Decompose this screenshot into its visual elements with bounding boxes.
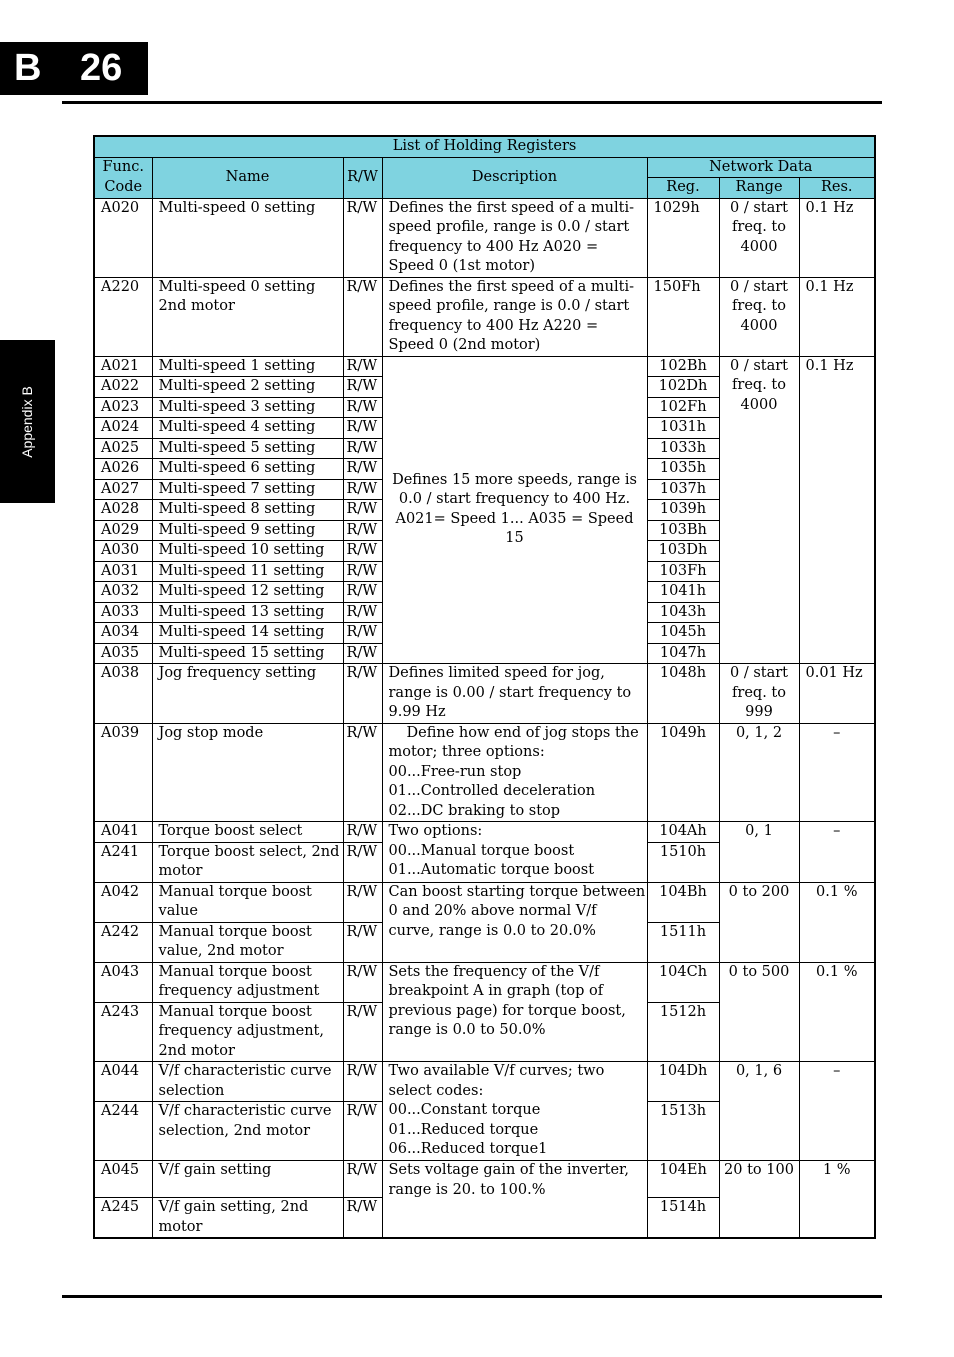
register-name: Multi-speed 14 setting [152, 623, 343, 644]
register-address: 1033h [647, 438, 719, 459]
table-row [94, 664, 875, 724]
rw-access: R/W [343, 459, 382, 480]
register-address: 104Eh [647, 1161, 719, 1198]
func-code: A030 [94, 541, 152, 562]
range: 0 to 200 [719, 882, 799, 962]
register-address: 103Bh [647, 520, 719, 541]
func-code: A031 [94, 561, 152, 582]
description-intro: Two options: [388, 823, 483, 839]
rw-access: R/W [343, 277, 382, 356]
resolution: 0.1 Hz [799, 356, 875, 664]
register-name: V/f gain setting, 2nd motor [152, 1198, 343, 1239]
description: Defines limited speed for jog, range is 0.00 / start frequency to 9.99 Hz [382, 664, 647, 724]
register-address: 1035h [647, 459, 719, 480]
rw-access: R/W [343, 602, 382, 623]
range: 0 to 500 [719, 962, 799, 1062]
resolution: – [799, 822, 875, 883]
func-code: A244 [94, 1102, 152, 1161]
resolution: 0.01 Hz [799, 664, 875, 724]
range: 20 to 100 [719, 1161, 799, 1239]
register-address: 1047h [647, 643, 719, 664]
rw-access: R/W [343, 1161, 382, 1198]
rw-access: R/W [343, 664, 382, 724]
rw-access: R/W [343, 1062, 382, 1102]
description [382, 1062, 647, 1161]
header-func-code: Func. Code [94, 157, 152, 198]
register-name: Multi-speed 2 setting [152, 377, 343, 398]
func-code: A020 [94, 198, 152, 277]
func-code: A033 [94, 602, 152, 623]
func-code: A021 [94, 356, 152, 377]
register-address: 102Bh [647, 356, 719, 377]
rw-access: R/W [343, 1002, 382, 1062]
func-code: A042 [94, 882, 152, 922]
func-code: A025 [94, 438, 152, 459]
register-name: Manual torque boost value, 2nd motor [152, 922, 343, 962]
rw-access: R/W [343, 520, 382, 541]
range: 0 / start freq. to 4000 [719, 198, 799, 277]
register-name: Multi-speed 5 setting [152, 438, 343, 459]
rw-access: R/W [343, 356, 382, 377]
appendix-label: Appendix B [19, 386, 35, 458]
header-network-data: Network Data [647, 157, 875, 178]
register-name: Manual torque boost value [152, 882, 343, 922]
range: 0, 1 [719, 822, 799, 883]
register-name: Multi-speed 15 setting [152, 643, 343, 664]
register-address: 150Fh [647, 277, 719, 356]
header-res: Res. [799, 178, 875, 199]
register-name: Jog frequency setting [152, 664, 343, 724]
description-intro: Define how end of jog stops the motor; three options: [388, 724, 639, 760]
register-address: 102Fh [647, 397, 719, 418]
register-address: 1045h [647, 623, 719, 644]
option-line: 01...Reduced torque [388, 1121, 539, 1138]
rw-access: R/W [343, 438, 382, 459]
register-address: 1043h [647, 602, 719, 623]
rw-access: R/W [343, 723, 382, 822]
description-intro: Two available V/f curves; two select codes: [388, 1063, 605, 1099]
table-row [94, 882, 875, 922]
header-range: Range [719, 178, 799, 199]
register-name: Multi-speed 6 setting [152, 459, 343, 480]
rw-access: R/W [343, 541, 382, 562]
register-name: Jog stop mode [152, 723, 343, 822]
func-code: A032 [94, 582, 152, 603]
func-code: A035 [94, 643, 152, 664]
func-code: A044 [94, 1062, 152, 1102]
header-reg: Reg. [647, 178, 719, 199]
register-address: 102Dh [647, 377, 719, 398]
range: 0, 1, 2 [719, 723, 799, 822]
register-address: 1512h [647, 1002, 719, 1062]
page-number: 26 [80, 47, 123, 89]
header-description: Description [382, 157, 647, 198]
section-letter: B [14, 47, 42, 89]
func-code: A026 [94, 459, 152, 480]
register-address: 104Ch [647, 962, 719, 1002]
register-name: Multi-speed 11 setting [152, 561, 343, 582]
register-address: 1029h [647, 198, 719, 277]
resolution: 0.1 % [799, 962, 875, 1062]
option-line: 01...Controlled deceleration [388, 783, 596, 799]
func-code: A028 [94, 500, 152, 521]
register-name: Multi-speed 0 setting [152, 198, 343, 277]
register-address: 103Dh [647, 541, 719, 562]
func-code: A029 [94, 520, 152, 541]
func-code: A241 [94, 842, 152, 882]
register-address: 104Ah [647, 822, 719, 843]
register-address: 1513h [647, 1102, 719, 1161]
rw-access: R/W [343, 623, 382, 644]
register-name: V/f characteristic curve selection, 2nd motor [152, 1102, 343, 1161]
range: 0, 1, 6 [719, 1062, 799, 1161]
rw-access: R/W [343, 377, 382, 398]
register-address: 1514h [647, 1198, 719, 1239]
rw-access: R/W [343, 1102, 382, 1161]
option-line: 00...Constant torque [388, 1102, 541, 1118]
table-row [94, 198, 875, 277]
description: Can boost starting torque between 0 and 20% above normal V/f curve, range is 0.0 to 20.0% [382, 882, 647, 962]
register-name: V/f gain setting [152, 1161, 343, 1198]
register-address: 1048h [647, 664, 719, 724]
func-code: A038 [94, 664, 152, 724]
register-address: 104Bh [647, 882, 719, 922]
func-code: A220 [94, 277, 152, 356]
func-code: A034 [94, 623, 152, 644]
register-name: V/f characteristic curve selection [152, 1062, 343, 1102]
option-line: 02...DC braking to stop [388, 802, 561, 819]
rw-access: R/W [343, 962, 382, 1002]
func-code: A045 [94, 1161, 152, 1198]
footer-rule [62, 1295, 882, 1298]
func-code: A027 [94, 479, 152, 500]
range: 0 / start freq. to 999 [719, 664, 799, 724]
rw-access: R/W [343, 643, 382, 664]
func-code: A243 [94, 1002, 152, 1062]
table-row [94, 822, 875, 843]
rw-access: R/W [343, 922, 382, 962]
option-line: 06...Reduced torque1 [388, 1141, 548, 1157]
option-line: 01...Automatic torque boost [388, 862, 595, 878]
register-name: Manual torque boost frequency adjustment [152, 962, 343, 1002]
register-address: 1041h [647, 582, 719, 603]
register-name: Multi-speed 8 setting [152, 500, 343, 521]
resolution: 1 % [799, 1161, 875, 1239]
func-code: A039 [94, 723, 152, 822]
register-address: 1037h [647, 479, 719, 500]
register-address: 1031h [647, 418, 719, 439]
register-name: Multi-speed 0 setting 2nd motor [152, 277, 343, 356]
table-row [94, 277, 875, 356]
appendix-side-tab [0, 340, 55, 503]
resolution: 0.1 Hz [799, 277, 875, 356]
header-rule [62, 101, 882, 104]
func-code: A041 [94, 822, 152, 843]
rw-access: R/W [343, 418, 382, 439]
register-address: 1039h [647, 500, 719, 521]
register-name: Multi-speed 13 setting [152, 602, 343, 623]
register-name: Multi-speed 9 setting [152, 520, 343, 541]
description [382, 723, 647, 822]
func-code: A242 [94, 922, 152, 962]
resolution: 0.1 Hz [799, 198, 875, 277]
rw-access: R/W [343, 500, 382, 521]
table-title: List of Holding Registers [94, 136, 875, 157]
table-row [94, 356, 875, 377]
func-code: A023 [94, 397, 152, 418]
register-name: Multi-speed 1 setting [152, 356, 343, 377]
description: Sets voltage gain of the inverter, range is 20. to 100.% [382, 1161, 647, 1239]
register-address: 1510h [647, 842, 719, 882]
description: Sets the frequency of the V/f breakpoint A in graph (top of previous page) for torque boost, range is 0.0 to 50.0% [382, 962, 647, 1062]
multispeed-description: Defines 15 more speeds, range is 0.0 / start frequency to 400 Hz. A021= Speed 1... A035 = Speed 15 [382, 356, 647, 664]
range: 0 / start freq. to 4000 [719, 277, 799, 356]
register-name: Multi-speed 4 setting [152, 418, 343, 439]
description: Defines the first speed of a multi-speed profile, range is 0.0 / start frequency to 400 Hz A020 = Speed 0 (1st motor) [382, 198, 647, 277]
resolution: – [799, 1062, 875, 1161]
page-number-tab [0, 42, 148, 95]
func-code: A245 [94, 1198, 152, 1239]
func-code: A024 [94, 418, 152, 439]
rw-access: R/W [343, 882, 382, 922]
holding-registers-table [93, 135, 876, 1239]
rw-access: R/W [343, 842, 382, 882]
register-name: Multi-speed 10 setting [152, 541, 343, 562]
register-name: Multi-speed 3 setting [152, 397, 343, 418]
rw-access: R/W [343, 479, 382, 500]
rw-access: R/W [343, 582, 382, 603]
rw-access: R/W [343, 397, 382, 418]
option-line: 00...Manual torque boost [388, 842, 575, 859]
register-address: 1049h [647, 723, 719, 822]
register-name: Torque boost select [152, 822, 343, 843]
register-name: Manual torque boost frequency adjustment, 2nd motor [152, 1002, 343, 1062]
header-name: Name [152, 157, 343, 198]
register-address: 1511h [647, 922, 719, 962]
func-code: A022 [94, 377, 152, 398]
range: 0 / start freq. to 4000 [719, 356, 799, 664]
rw-access: R/W [343, 198, 382, 277]
rw-access: R/W [343, 822, 382, 843]
option-line: 00...Free-run stop [388, 763, 522, 780]
register-name: Multi-speed 12 setting [152, 582, 343, 603]
table-row [94, 1062, 875, 1102]
resolution: – [799, 723, 875, 822]
register-name: Multi-speed 7 setting [152, 479, 343, 500]
register-address: 104Dh [647, 1062, 719, 1102]
header-rw: R/W [343, 157, 382, 198]
table-row [94, 962, 875, 1002]
description: Defines the first speed of a multi-speed profile, range is 0.0 / start frequency to 400 Hz A220 = Speed 0 (2nd motor) [382, 277, 647, 356]
description [382, 822, 647, 883]
table-row [94, 1161, 875, 1198]
resolution: 0.1 % [799, 882, 875, 962]
register-address: 103Fh [647, 561, 719, 582]
rw-access: R/W [343, 1198, 382, 1239]
func-code: A043 [94, 962, 152, 1002]
rw-access: R/W [343, 561, 382, 582]
register-name: Torque boost select, 2nd motor [152, 842, 343, 882]
table-row [94, 723, 875, 822]
